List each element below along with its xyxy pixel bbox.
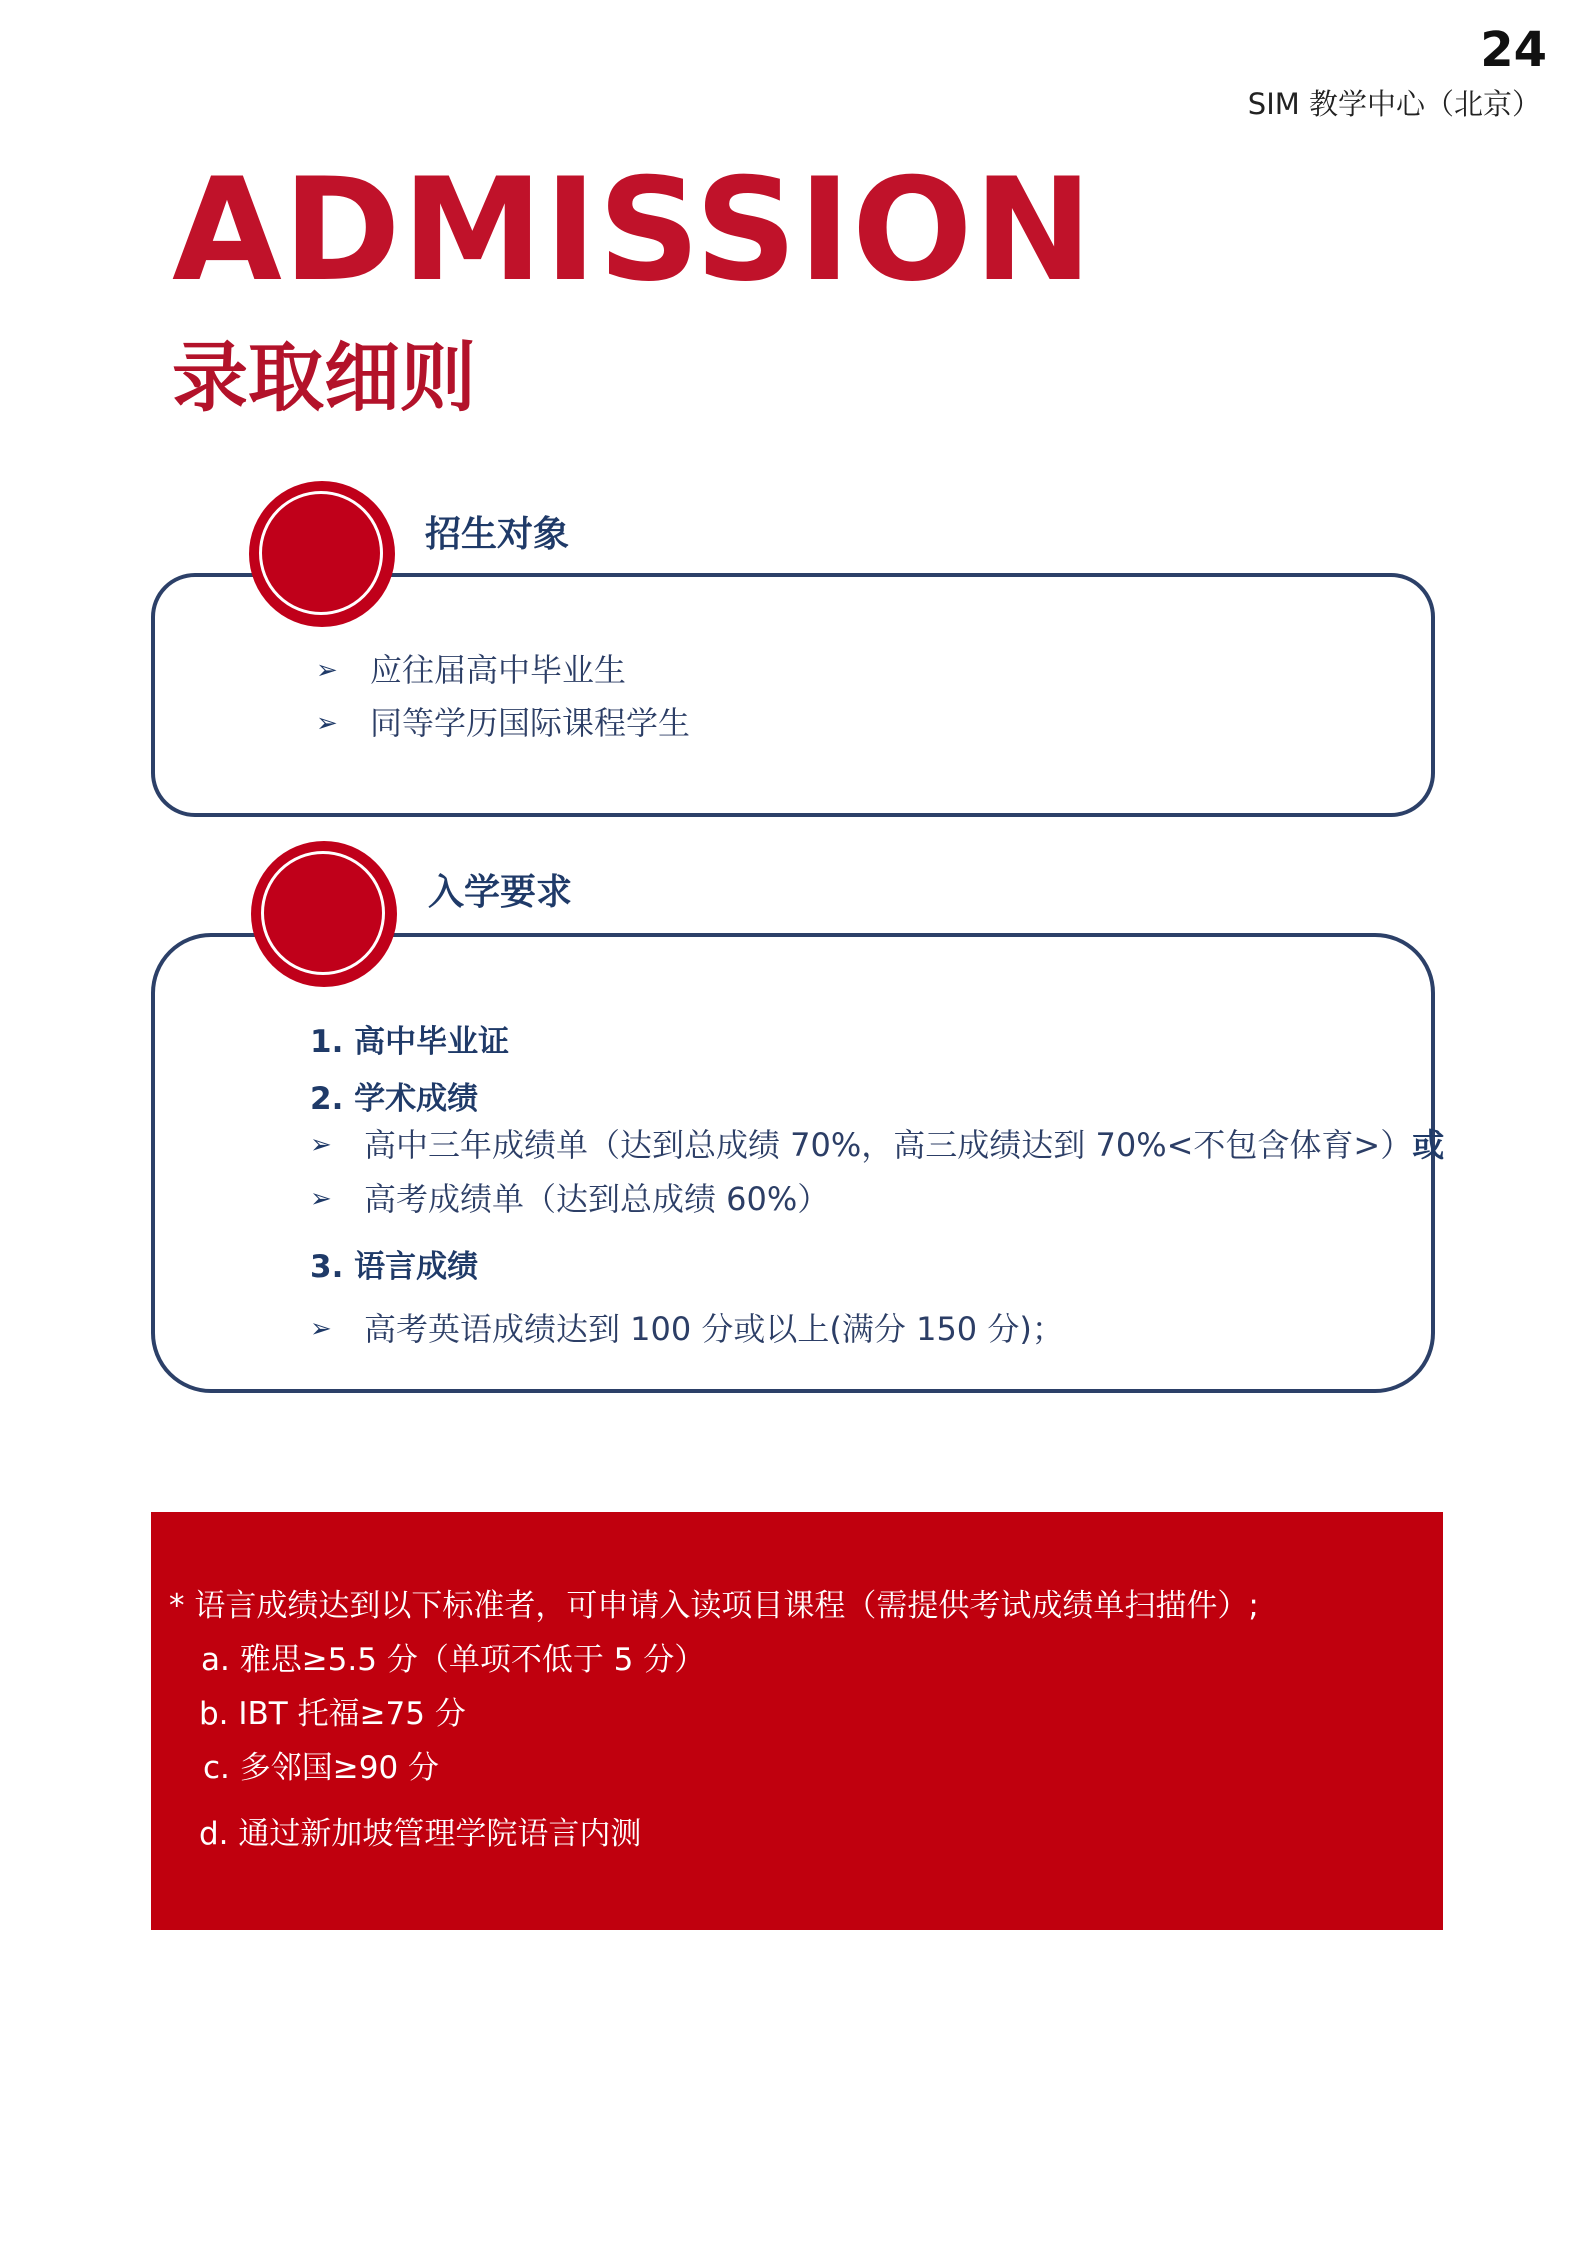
- list-item: [316, 644, 690, 697]
- list-item: [310, 1172, 1444, 1226]
- list-item: [316, 697, 690, 750]
- requirement-language: 3. 语言成绩: [310, 1249, 479, 1285]
- or-conjunction: 或: [1412, 1126, 1445, 1164]
- note-line-ielts: a. 雅思≥5.5 分（单项不低于 5 分）: [201, 1642, 706, 1678]
- note-line-toefl: b. IBT 托福≥75 分: [199, 1696, 466, 1732]
- arrow-bullet-icon: ➢: [316, 708, 338, 738]
- arrow-bullet-icon: ➢: [310, 1314, 332, 1344]
- note-intro: * 语言成绩达到以下标准者，可申请入读项目课程（需提供考试成绩单扫描件）;: [169, 1588, 1259, 1624]
- note-line-duolingo: c. 多邻国≥90 分: [203, 1750, 440, 1786]
- list-item-text: 高中三年成绩单（达到总成绩 70%，高三成绩达到 70%<不包含体育>）: [364, 1126, 1413, 1164]
- arrow-bullet-icon: ➢: [310, 1184, 332, 1214]
- arrow-bullet-icon: ➢: [310, 1130, 332, 1160]
- page-number: 24: [1480, 22, 1547, 78]
- page-subtitle-cn: 录取细则: [172, 333, 476, 422]
- list-item-text: 高考英语成绩达到 100 分或以上(满分 150 分)；: [364, 1310, 1064, 1348]
- note-line-internal-test: d. 通过新加坡管理学院语言内测: [199, 1816, 642, 1852]
- arrow-bullet-icon: ➢: [316, 655, 338, 685]
- list-item-text: 高考成绩单（达到总成绩 60%）: [364, 1180, 830, 1218]
- academic-requirements-list: [310, 1118, 1444, 1226]
- section-title-admission-requirements: 入学要求: [428, 872, 573, 913]
- list-item: [310, 1302, 1064, 1356]
- header-subtitle: SIM 教学中心（北京）: [1247, 87, 1541, 121]
- list-item: [310, 1118, 1444, 1172]
- page-title: ADMISSION: [172, 148, 1094, 313]
- red-circle-badge-icon: [249, 481, 395, 627]
- requirement-academic: 2. 学术成绩: [310, 1081, 479, 1117]
- language-requirements-list: [310, 1302, 1064, 1356]
- requirement-diploma: 1. 高中毕业证: [310, 1024, 510, 1060]
- language-standard-note: [151, 1512, 1443, 1930]
- red-circle-badge-icon: [251, 841, 397, 987]
- target-students-list: [316, 644, 690, 750]
- list-item-text: 同等学历国际课程学生: [370, 704, 691, 742]
- section-title-target-students: 招生对象: [425, 514, 570, 555]
- list-item-text: 应往届高中毕业生: [370, 651, 627, 689]
